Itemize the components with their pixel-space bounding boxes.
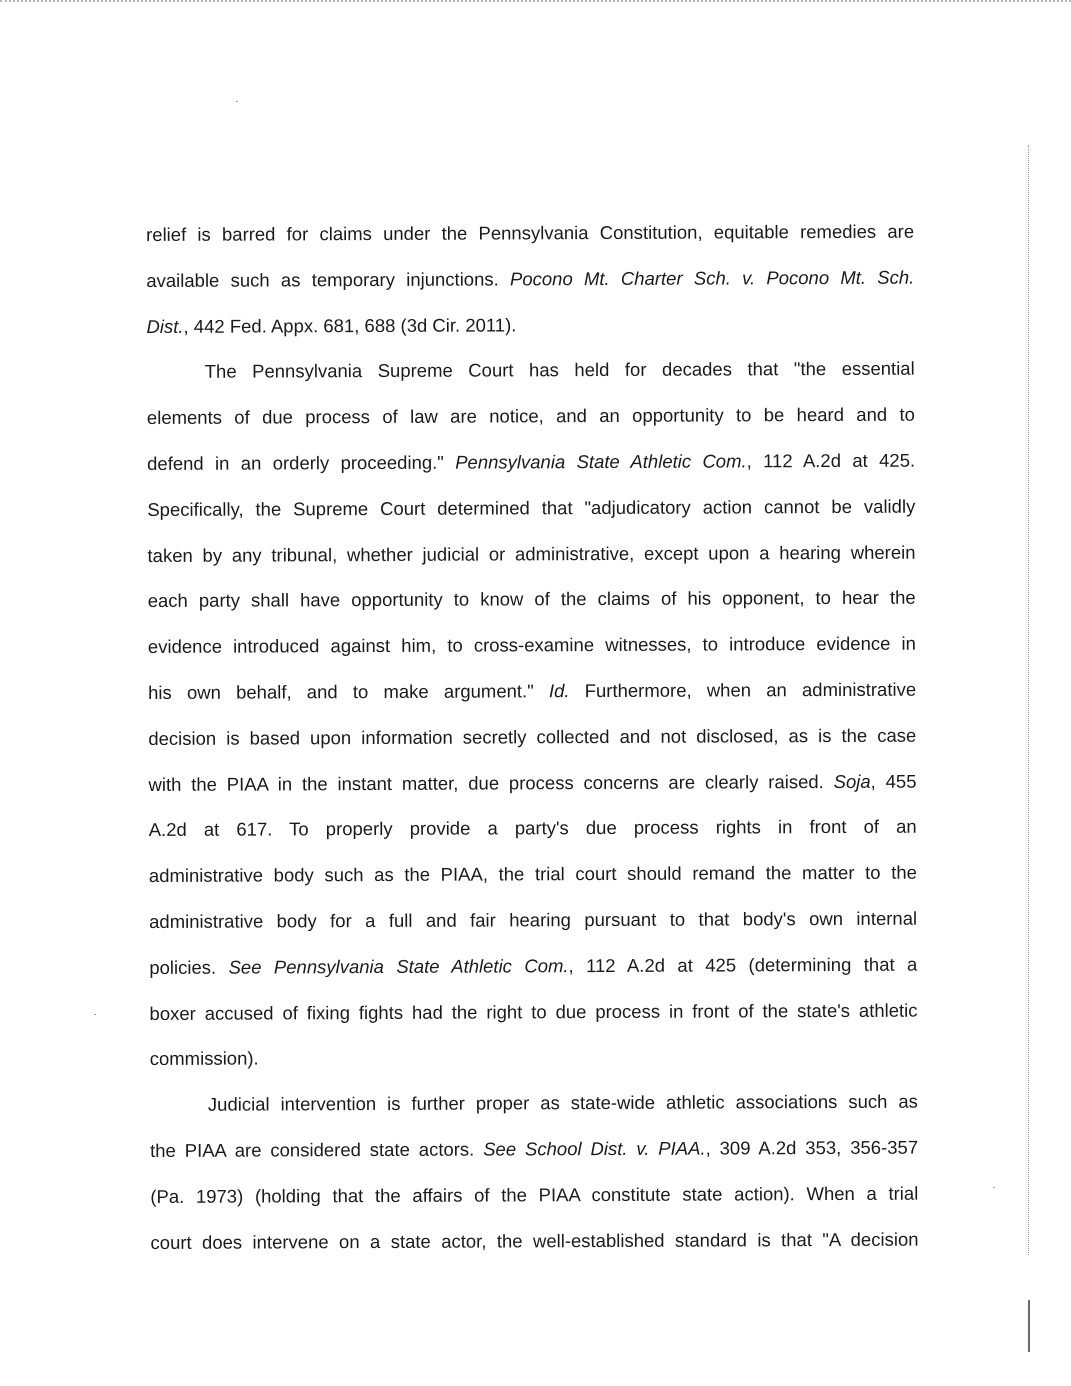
text-line [148, 712, 916, 761]
body-text-run: Specifically, the Supreme Court determined that "adjudicatory action cannot be validly [147, 495, 916, 520]
text-line [148, 621, 916, 670]
body-text [146, 209, 919, 1266]
citation-text: Pennsylvania State Athletic Com. [455, 450, 747, 473]
text-line [150, 1033, 918, 1082]
body-text-run: available such as temporary injunctions. [146, 268, 511, 291]
text-line [148, 758, 916, 807]
body-text-run: A.2d at 617. To properly provide a party's due process rights in front of an [148, 816, 917, 841]
text-line [146, 209, 914, 258]
body-text-run: policies. [149, 956, 229, 978]
body-text-run: defend in an orderly proceeding." [147, 451, 456, 474]
scan-right-edge [1028, 145, 1029, 1255]
text-line [147, 346, 915, 395]
body-text-run: (Pa. 1973) (holding that the affairs of the PIAA constitute state action). When a trial [150, 1182, 919, 1207]
body-text-run: his own behalf, and to make argument." [148, 680, 549, 703]
body-text-run: boxer accused of fixing fights had the right to due process in front of the state's athletic [149, 999, 918, 1024]
body-text-run: , 112 A.2d at 425. [746, 449, 916, 472]
body-text-run: with the PIAA in the instant matter, due process concerns are clearly raised. [148, 770, 834, 795]
scan-speck [236, 101, 238, 102]
text-line [148, 575, 916, 624]
text-line [147, 483, 915, 532]
text-line [148, 667, 916, 716]
body-text-run: administrative body such as the PIAA, the trial court should remand the matter to the [148, 861, 917, 887]
text-line [149, 850, 917, 899]
text-line [150, 1216, 918, 1265]
scan-speck [993, 1187, 995, 1188]
body-text-run: Judicial intervention is further proper as state-wide athletic associations such as [207, 1090, 918, 1115]
citation-text: Id. [548, 680, 570, 702]
body-text-run: , 455 [870, 770, 917, 792]
body-text-run: taken by any tribunal, whether judicial or administrative, except upon a hearing wherein [147, 541, 916, 566]
body-text-run: decision is based upon information secretly collected and not disclosed, as is the case [148, 724, 917, 749]
body-text-run: administrative body for a full and fair hearing pursuant to that body's own internal [149, 907, 918, 932]
body-text-run: relief is barred for claims under the Pennsylvania Constitution, equitable remedies are [146, 220, 915, 245]
text-line [149, 896, 917, 945]
text-line [146, 254, 914, 303]
citation-text: Pocono Mt. Charter Sch. v. Pocono Mt. Sch. [509, 266, 915, 290]
body-text-run: , 442 Fed. Appx. 681, 688 (3d Cir. 2011). [183, 313, 517, 337]
text-line [150, 1170, 918, 1219]
text-line [147, 438, 915, 487]
text-line [146, 300, 914, 349]
citation-text: See School Dist. v. PIAA. [483, 1137, 706, 1160]
body-text-run: commission). [149, 1047, 259, 1070]
text-line [150, 1125, 918, 1174]
scan-speck [94, 1014, 96, 1015]
body-text-run: , 112 A.2d at 425 (determining that a [568, 953, 918, 976]
text-line [147, 529, 915, 578]
scan-top-edge [0, 0, 1071, 5]
citation-text: Dist. [146, 315, 184, 337]
body-text-run: each party shall have opportunity to know of the claims of his opponent, to hear the [147, 587, 916, 612]
body-text-run: elements of due process of law are notice, and an opportunity to be heard and to [146, 403, 915, 429]
body-text-run: Furthermore, when an administrative [569, 678, 917, 702]
text-line [149, 987, 917, 1036]
text-line [150, 1079, 918, 1128]
body-text-run: The Pennsylvania Supreme Court has held for decades that "the essential [204, 358, 915, 383]
citation-text: Soja [833, 770, 871, 792]
text-line [149, 941, 917, 990]
body-text-run: , 309 A.2d 353, 356-357 [705, 1136, 919, 1159]
scan-right-edge-mark [1028, 1300, 1030, 1352]
body-text-run: court does intervene on a state actor, the well-established standard is that "A decision [150, 1228, 919, 1253]
text-line [147, 392, 915, 441]
body-text-run: evidence introduced against him, to cross-examine witnesses, to introduce evidence in [147, 632, 916, 658]
body-text-run: the PIAA are considered state actors. [150, 1138, 484, 1161]
text-line [149, 804, 917, 853]
citation-text: See Pennsylvania State Athletic Com. [228, 954, 569, 978]
